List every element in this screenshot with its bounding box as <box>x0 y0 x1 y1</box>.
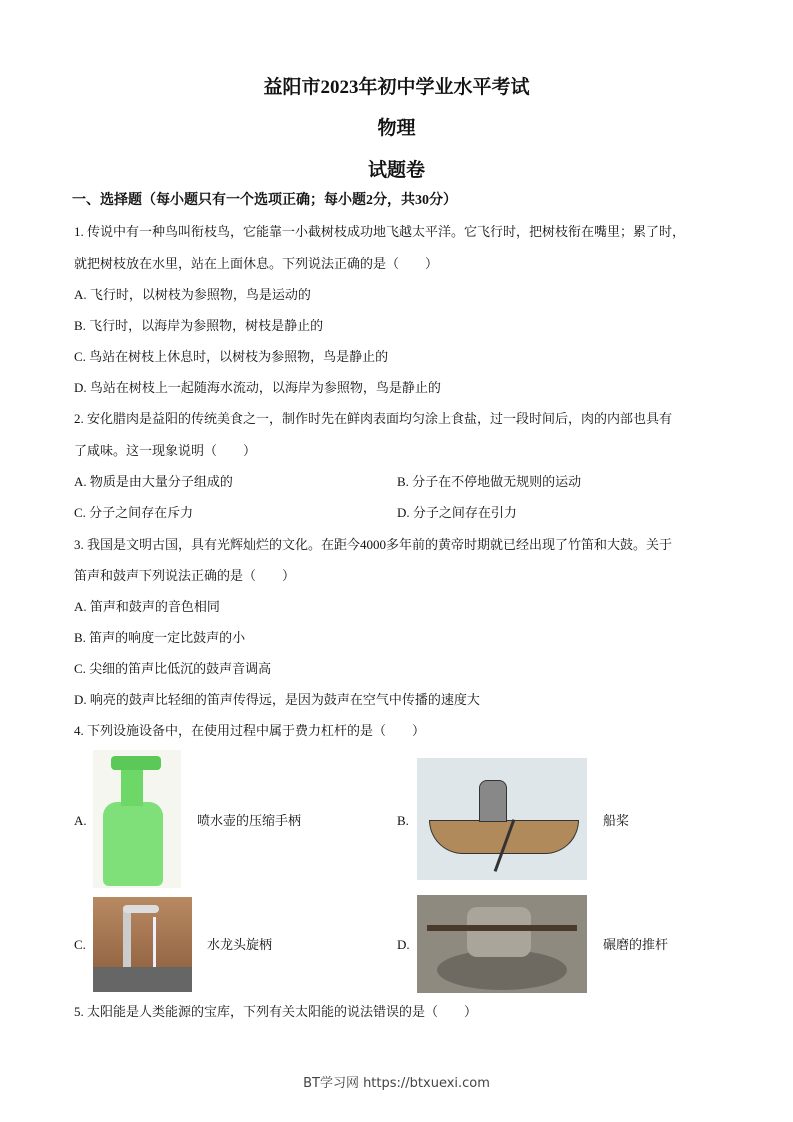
q4-option-a-text: 喷水壶的压缩手柄 <box>197 813 302 828</box>
q3-option-c: C. 尖细的笛声比低沉的鼓声音调高 <box>74 661 272 676</box>
q3-option-b: B. 笛声的响度一定比鼓声的小 <box>74 630 246 645</box>
q1-stem-line2: 就把树枝放在水里，站在上面休息。下列说法正确的是（ ） <box>74 256 439 271</box>
millstone-image <box>417 895 587 993</box>
section-heading: 一、选择题（每小题只有一个选项正确；每小题2分，共30分） <box>72 193 457 208</box>
q1-option-d: D. 鸟站在树枝上一起随海水流动，以海岸为参照物，鸟是静止的 <box>74 380 441 395</box>
footer-watermark: BT学习网 https://btxuexi.com <box>303 1076 490 1091</box>
q2-option-d: D. 分子之间存在引力 <box>397 505 517 520</box>
q4-option-d-letter: D. <box>397 937 410 952</box>
q2-stem-line1: 2. 安化腊肉是益阳的传统美食之一，制作时先在鲜肉表面均匀涂上食盐，过一段时间后，肉的内部也具有 <box>74 411 673 426</box>
q2-option-a: A. 物质是由大量分子组成的 <box>74 474 233 489</box>
q4-option-c-text: 水龙头旋柄 <box>207 937 273 952</box>
q3-stem-line2: 笛声和鼓声下列说法正确的是（ ） <box>74 568 296 583</box>
q3-option-a: A. 笛声和鼓声的音色相同 <box>74 599 220 614</box>
q4-option-d-text: 碾磨的推杆 <box>603 937 669 952</box>
spray-bottle-image <box>93 750 181 888</box>
q4-option-c-letter: C. <box>74 937 86 952</box>
paper-subtitle: 试题卷 <box>367 160 425 181</box>
rowing-boat-image <box>417 758 587 880</box>
q5-stem: 5. 太阳能是人类能源的宝库，下列有关太阳能的说法错误的是（ ） <box>74 1004 478 1019</box>
exam-title: 益阳市2023年初中学业水平考试 <box>263 77 530 98</box>
q2-stem-line2: 了咸味。这一现象说明（ ） <box>74 443 257 458</box>
q2-option-c: C. 分子之间存在斥力 <box>74 505 194 520</box>
q1-option-a: A. 飞行时，以树枝为参照物，鸟是运动的 <box>74 287 311 302</box>
q4-option-a-letter: A. <box>74 813 87 828</box>
q4-option-b-letter: B. <box>397 813 409 828</box>
faucet-image <box>93 897 192 992</box>
subject-title: 物理 <box>377 118 416 139</box>
q1-option-c: C. 鸟站在树枝上休息时，以树枝为参照物，鸟是静止的 <box>74 349 389 364</box>
q4-stem: 4. 下列设施设备中，在使用过程中属于费力杠杆的是（ ） <box>74 723 426 738</box>
q4-option-b-text: 船桨 <box>603 813 630 828</box>
q3-option-d: D. 响亮的鼓声比轻细的笛声传得远，是因为鼓声在空气中传播的速度大 <box>74 692 480 707</box>
q1-option-b: B. 飞行时，以海岸为参照物，树枝是静止的 <box>74 318 324 333</box>
q1-stem-line1: 1. 传说中有一种鸟叫衔枝鸟，它能靠一小截树枝成功地飞越太平洋。它飞行时，把树枝衔在嘴里；累了时， <box>74 224 686 239</box>
q3-stem-line1: 3. 我国是文明古国，具有光辉灿烂的文化。在距今4000多年前的黄帝时期就已经出现了竹笛和大鼓。关于 <box>74 537 673 552</box>
q2-option-b: B. 分子在不停地做无规则的运动 <box>397 474 582 489</box>
